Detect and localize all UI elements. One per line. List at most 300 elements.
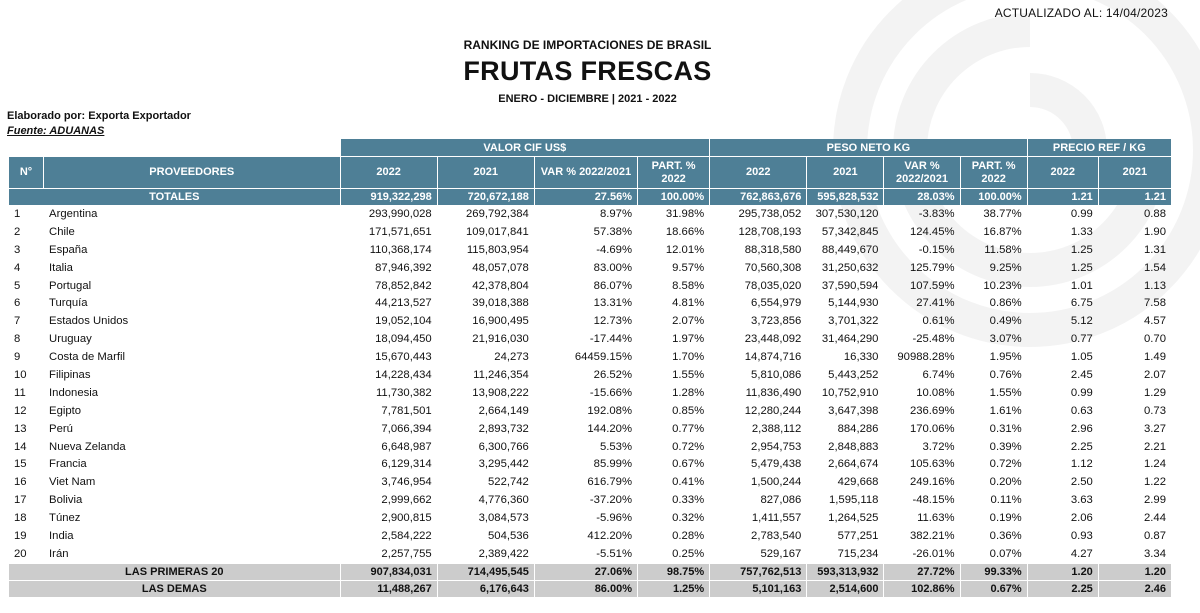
cell: 27.41% (916, 297, 955, 310)
cell: 0.87 (1144, 529, 1166, 542)
cell: 1.25% (638, 580, 709, 597)
cell: 11,730,382 (375, 386, 432, 399)
cell: 595,828,532 (807, 188, 883, 205)
cell: 7,781,501 (381, 404, 432, 417)
cell: 0.28% (672, 529, 705, 542)
supplier-name: Nueva Zelanda (49, 440, 126, 453)
cell: -0.15% (918, 243, 955, 256)
table-row (9, 348, 1171, 366)
cell: 100.00% (638, 188, 709, 205)
cell: 4,776,360 (478, 494, 529, 507)
cell: 2,389,422 (478, 547, 529, 560)
cell: 11,836,490 (745, 386, 802, 399)
rank-number: 9 (14, 351, 21, 364)
rank-number: 3 (14, 243, 21, 256)
cell: 27.56% (535, 188, 637, 205)
cell: 98.75% (638, 563, 709, 580)
cell: 2,999,662 (381, 494, 432, 507)
cell: -48.15% (912, 494, 955, 507)
cell: 4.57 (1144, 315, 1166, 328)
cell: 12.73% (593, 315, 632, 328)
cell: 90988.28% (897, 351, 955, 364)
cell: 1.25 (1070, 243, 1093, 256)
cell: 0.33% (672, 494, 705, 507)
cell: 307,530,120 (815, 207, 879, 220)
ranking-table (8, 139, 1172, 597)
cell: 6,300,766 (478, 440, 529, 453)
cell: 1.25 (1070, 261, 1093, 274)
rank-number: 19 (14, 529, 27, 542)
cell: 714,495,545 (438, 563, 534, 580)
cell: 2,954,753 (751, 440, 802, 453)
table-row (9, 402, 1171, 420)
table-row (9, 384, 1171, 402)
cell: 5.12 (1070, 315, 1093, 328)
cell: 2.07% (672, 315, 705, 328)
summary-label: LAS PRIMERAS 20 (9, 563, 340, 580)
cell: 15,670,443 (375, 351, 432, 364)
table-row (9, 277, 1171, 295)
column-header-cif-part: PART. % 2022 (638, 156, 709, 188)
cell: 1.55% (989, 386, 1022, 399)
cell: 0.41% (672, 476, 705, 489)
supplier-name: Portugal (49, 279, 92, 292)
cell: 577,251 (837, 529, 879, 542)
column-header-price-2022: 2022 (1028, 156, 1098, 188)
cell: -5.51% (596, 547, 632, 560)
column-header-price-2021: 2021 (1099, 156, 1171, 188)
cell: 83.00% (593, 261, 632, 274)
cell: 9.57% (672, 261, 705, 274)
cell: 1,595,118 (829, 494, 879, 507)
cell: 0.77% (672, 422, 705, 435)
cell: 11,488,267 (341, 580, 437, 597)
cell: 39,018,388 (472, 297, 529, 310)
cell: 31,250,632 (821, 261, 879, 274)
cell: 16.87% (983, 225, 1022, 238)
table-row (9, 366, 1171, 384)
cell: 0.61% (922, 315, 955, 328)
cell: 2,783,540 (751, 529, 802, 542)
cell: 0.49% (989, 315, 1022, 328)
totals-label: TOTALES (9, 188, 340, 205)
rank-number: 13 (14, 422, 27, 435)
cell: 249.16% (909, 476, 955, 489)
cell: 1.55% (672, 368, 705, 381)
cell: 0.99 (1070, 386, 1093, 399)
table-row (9, 223, 1171, 241)
cell: 293,990,028 (368, 207, 432, 220)
source-line: Fuente: ADUANAS (7, 125, 105, 137)
cell: 70,560,308 (744, 261, 802, 274)
cell: 115,803,954 (466, 243, 529, 256)
cell: 102.86% (884, 580, 959, 597)
cell: 11.58% (984, 243, 1022, 256)
cell: -4.69% (596, 243, 632, 256)
report-period: ENERO - DICIEMBRE | 2021 - 2022 (498, 93, 677, 105)
cell: 2.21 (1144, 440, 1166, 453)
cell: 2.06 (1070, 512, 1093, 525)
table-row (9, 473, 1171, 491)
cell: 2.25 (1028, 580, 1098, 597)
cell: 2.25 (1070, 440, 1093, 453)
table-row (9, 241, 1171, 259)
cell: 128,708,193 (738, 225, 802, 238)
cell: 295,738,052 (738, 207, 802, 220)
cell: 1.22 (1144, 476, 1166, 489)
column-header-supplier: PROVEEDORES (44, 156, 339, 188)
author-line: Elaborado por: Exporta Exportador (7, 110, 191, 122)
cell: 11,246,354 (473, 368, 529, 381)
cell: 78,852,842 (375, 279, 432, 292)
cell: 3.72% (922, 440, 955, 453)
cell: 2,900,815 (381, 512, 432, 525)
cell: -25.48% (912, 333, 955, 346)
group-header-weight: PESO NETO KG (710, 139, 1027, 156)
cell: 0.63 (1070, 404, 1093, 417)
cell: 86.07% (593, 279, 632, 292)
cell: 6,554,979 (751, 297, 802, 310)
rank-number: 16 (14, 476, 27, 489)
cell: 44,213,527 (375, 297, 432, 310)
cell: 31.98% (665, 207, 705, 220)
cell: 884,286 (837, 422, 879, 435)
cell: -26.01% (912, 547, 955, 560)
rank-number: 6 (14, 297, 21, 310)
cell: 5,443,252 (828, 368, 879, 381)
cell: 2,664,674 (828, 458, 879, 471)
cell: 0.39% (989, 440, 1022, 453)
cell: 382.21% (909, 529, 955, 542)
cell: 64459.15% (574, 351, 632, 364)
cell: 2,388,112 (751, 422, 802, 435)
cell: 5,101,163 (710, 580, 806, 597)
cell: 2,893,732 (478, 422, 529, 435)
cell: 2,514,600 (807, 580, 883, 597)
supplier-name: Indonesia (49, 386, 99, 399)
cell: 1.01 (1070, 279, 1093, 292)
rank-number: 14 (14, 440, 27, 453)
cell: 0.86% (989, 297, 1022, 310)
cell: 1.95% (989, 351, 1022, 364)
table-row (9, 294, 1171, 312)
cell: 0.76% (989, 368, 1022, 381)
cell: 529,167 (760, 547, 802, 560)
cell: 7.58 (1144, 297, 1166, 310)
column-header-cif-var: VAR % 2022/2021 (535, 156, 637, 188)
cell: 1.05 (1070, 351, 1093, 364)
cell: 31,464,290 (821, 333, 879, 346)
supplier-name: Francia (49, 458, 87, 471)
cell: 907,834,031 (341, 563, 437, 580)
table-row (9, 455, 1171, 473)
cell: 0.85% (672, 404, 705, 417)
supplier-name: Turquía (49, 297, 88, 310)
cell: -37.20% (589, 494, 632, 507)
rank-number: 1 (14, 207, 21, 220)
cell: 107.59% (909, 279, 955, 292)
cell: 27.06% (535, 563, 637, 580)
updated-date: ACTUALIZADO AL: 14/04/2023 (994, 6, 1168, 20)
cell: 4.81% (672, 297, 705, 310)
cell: 23,448,092 (744, 333, 802, 346)
cell: 762,863,676 (710, 188, 806, 205)
cell: 3,746,954 (381, 476, 432, 489)
cell: 3,701,322 (828, 315, 879, 328)
totals-row (9, 188, 1171, 205)
group-header-cif: VALOR CIF US$ (341, 139, 710, 156)
cell: 3.63 (1070, 494, 1093, 507)
cell: 616.79% (587, 476, 632, 489)
cell: 124.45% (909, 225, 955, 238)
cell: 5.53% (599, 440, 632, 453)
cell: 21,916,030 (472, 333, 529, 346)
cell: 6,129,314 (381, 458, 432, 471)
column-header-cif-2021: 2021 (438, 156, 534, 188)
rank-number: 15 (14, 458, 27, 471)
cell: 86.00% (535, 580, 637, 597)
cell: 1.90 (1144, 225, 1166, 238)
rank-number: 20 (14, 547, 27, 560)
rank-number: 18 (14, 512, 27, 525)
cell: 236.69% (909, 404, 955, 417)
cell: 0.93 (1070, 529, 1093, 542)
supplier-name: España (49, 243, 88, 256)
cell: 2.96 (1070, 422, 1093, 435)
cell: 1.31 (1144, 243, 1166, 256)
cell: 3,647,398 (828, 404, 879, 417)
top-20-row (9, 563, 1171, 580)
cell: 192.08% (587, 404, 632, 417)
supplier-name: Estados Unidos (49, 315, 129, 328)
cell: 8.97% (599, 207, 632, 220)
column-header-kg-part: PART. % 2022 (961, 156, 1027, 188)
cell: 0.31% (989, 422, 1022, 435)
group-header-price: PRECIO REF / KG (1028, 139, 1171, 156)
cell: 0.72% (672, 440, 705, 453)
cell: 13.31% (593, 297, 632, 310)
cell: 27.72% (884, 563, 959, 580)
cell: 2.45 (1070, 368, 1093, 381)
table-row (9, 545, 1171, 563)
rank-number: 12 (14, 404, 27, 417)
cell: 99.33% (961, 563, 1027, 580)
cell: 715,234 (837, 547, 879, 560)
cell: 1.70% (672, 351, 705, 364)
cell: 1.21 (1099, 188, 1171, 205)
cell: 2.46 (1099, 580, 1171, 597)
supplier-name: Filipinas (49, 368, 91, 381)
cell: 9.25% (989, 261, 1022, 274)
cell: 1,411,557 (751, 512, 802, 525)
rank-number: 2 (14, 225, 21, 238)
table-row (9, 420, 1171, 438)
cell: 0.73 (1144, 404, 1166, 417)
cell: 10.23% (983, 279, 1022, 292)
credit-block (7, 109, 191, 139)
cell: 18.66% (665, 225, 705, 238)
cell: 87,946,392 (375, 261, 432, 274)
cell: 48,057,078 (472, 261, 529, 274)
cell: 1.12 (1070, 458, 1093, 471)
cell: 1.24 (1144, 458, 1166, 471)
table-row (9, 491, 1171, 509)
cell: -3.83% (918, 207, 955, 220)
cell: 8.58% (672, 279, 705, 292)
cell: 88,318,580 (744, 243, 802, 256)
cell: 2.07 (1144, 368, 1166, 381)
supplier-name: Perú (49, 422, 73, 435)
cell: 0.32% (672, 512, 705, 525)
cell: 412.20% (587, 529, 632, 542)
header-spacer (9, 139, 340, 156)
supplier-name: Viet Nam (49, 476, 96, 489)
cell: 28.03% (884, 188, 959, 205)
cell: 100.00% (961, 188, 1027, 205)
cell: 0.36% (989, 529, 1022, 542)
cell: 57,342,845 (821, 225, 879, 238)
supplier-name: Argentina (49, 207, 98, 220)
rank-number: 10 (14, 368, 27, 381)
cell: 827,086 (760, 494, 802, 507)
cell: 1.21 (1028, 188, 1098, 205)
supplier-name: Costa de Marfil (49, 351, 126, 364)
cell: 85.99% (593, 458, 632, 471)
cell: 1,264,525 (828, 512, 879, 525)
cell: 171,571,651 (368, 225, 432, 238)
cell: 6.74% (922, 368, 955, 381)
cell: 2,257,755 (381, 547, 432, 560)
table-row (9, 509, 1171, 527)
cell: 12,280,244 (744, 404, 802, 417)
cell: 504,536 (488, 529, 529, 542)
page-title: FRUTAS FRESCAS (463, 56, 712, 86)
cell: 5,810,086 (751, 368, 802, 381)
cell: 0.72% (989, 458, 1022, 471)
cell: 105.63% (909, 458, 955, 471)
table-row (9, 438, 1171, 456)
cell: 1,500,244 (751, 476, 802, 489)
cell: 109,017,841 (466, 225, 529, 238)
cell: 2,848,883 (828, 440, 879, 453)
cell: 1.54 (1144, 261, 1166, 274)
cell: 18,094,450 (375, 333, 432, 346)
cell: 78,035,020 (744, 279, 802, 292)
rank-number: 7 (14, 315, 21, 328)
cell: 88,449,670 (821, 243, 879, 256)
cell: 1.28% (672, 386, 705, 399)
cell: 429,668 (837, 476, 879, 489)
cell: 757,762,513 (710, 563, 806, 580)
cell: 170.06% (909, 422, 955, 435)
cell: 11.63% (917, 512, 955, 525)
supplier-name: India (49, 529, 74, 542)
cell: 110,368,174 (369, 243, 432, 256)
cell: 1.20 (1028, 563, 1098, 580)
cell: 7,066,394 (381, 422, 432, 435)
supplier-name: Egipto (49, 404, 82, 417)
rank-number: 4 (14, 261, 21, 274)
cell: 38.77% (983, 207, 1022, 220)
cell: -5.96% (596, 512, 632, 525)
cell: 3.07% (989, 333, 1022, 346)
cell: 2.44 (1144, 512, 1166, 525)
supplier-name: Uruguay (49, 333, 92, 346)
cell: 0.11% (990, 494, 1022, 507)
cell: 1.97% (672, 333, 705, 346)
table-row (9, 205, 1171, 223)
cell: 14,874,716 (744, 351, 802, 364)
rank-number: 8 (14, 333, 21, 346)
cell: 6,648,987 (381, 440, 432, 453)
rank-number: 17 (14, 494, 27, 507)
rank-number: 11 (14, 386, 26, 399)
cell: 10.08% (916, 386, 955, 399)
cell: 57.38% (593, 225, 632, 238)
cell: 24,273 (494, 351, 529, 364)
table-row (9, 527, 1171, 545)
column-header-kg-var: VAR % 2022/2021 (884, 156, 959, 188)
cell: 1.49 (1144, 351, 1166, 364)
cell: 0.99 (1070, 207, 1093, 220)
cell: 2.99 (1144, 494, 1166, 507)
cell: 125.79% (909, 261, 955, 274)
cell: 2,664,149 (478, 404, 529, 417)
cell: 6,176,643 (438, 580, 534, 597)
cell: 0.70 (1144, 333, 1166, 346)
cell: 919,322,298 (341, 188, 437, 205)
supplier-name: Bolivia (49, 494, 83, 507)
cell: 3,723,856 (751, 315, 802, 328)
cell: 42,378,804 (472, 279, 529, 292)
cell: 6.75 (1070, 297, 1093, 310)
column-header-num: N° (9, 156, 43, 188)
cell: -17.44% (589, 333, 632, 346)
cell: 0.67% (672, 458, 705, 471)
table-row (9, 259, 1171, 277)
cell: 269,792,384 (466, 207, 529, 220)
cell: 12.01% (665, 243, 705, 256)
cell: 5,479,438 (751, 458, 802, 471)
cell: 0.77 (1070, 333, 1093, 346)
table-row (9, 330, 1171, 348)
cell: 3,295,442 (478, 458, 529, 471)
cell: 0.19% (989, 512, 1022, 525)
cell: 16,330 (843, 351, 879, 364)
cell: 144.20% (587, 422, 632, 435)
supplier-name: Túnez (49, 512, 81, 525)
cell: 14,228,434 (375, 368, 432, 381)
supplier-name: Irán (49, 547, 69, 560)
cell: 4.27 (1070, 547, 1093, 560)
rank-number: 5 (14, 279, 21, 292)
cell: 5,144,930 (828, 297, 879, 310)
report-subtitle: RANKING DE IMPORTACIONES DE BRASIL (463, 38, 712, 52)
cell: 1.29 (1144, 386, 1166, 399)
cell: 0.88 (1144, 207, 1166, 220)
cell: 0.25% (672, 547, 705, 560)
column-header-kg-2022: 2022 (710, 156, 806, 188)
cell: 3,084,573 (478, 512, 529, 525)
cell: 16,900,495 (472, 315, 529, 328)
cell: 10,752,910 (821, 386, 879, 399)
cell: 3.27 (1144, 422, 1166, 435)
others-row (9, 580, 1171, 597)
cell: 26.52% (593, 368, 632, 381)
cell: 1.33 (1070, 225, 1093, 238)
column-header-kg-2021: 2021 (807, 156, 883, 188)
cell: 1.20 (1099, 563, 1171, 580)
